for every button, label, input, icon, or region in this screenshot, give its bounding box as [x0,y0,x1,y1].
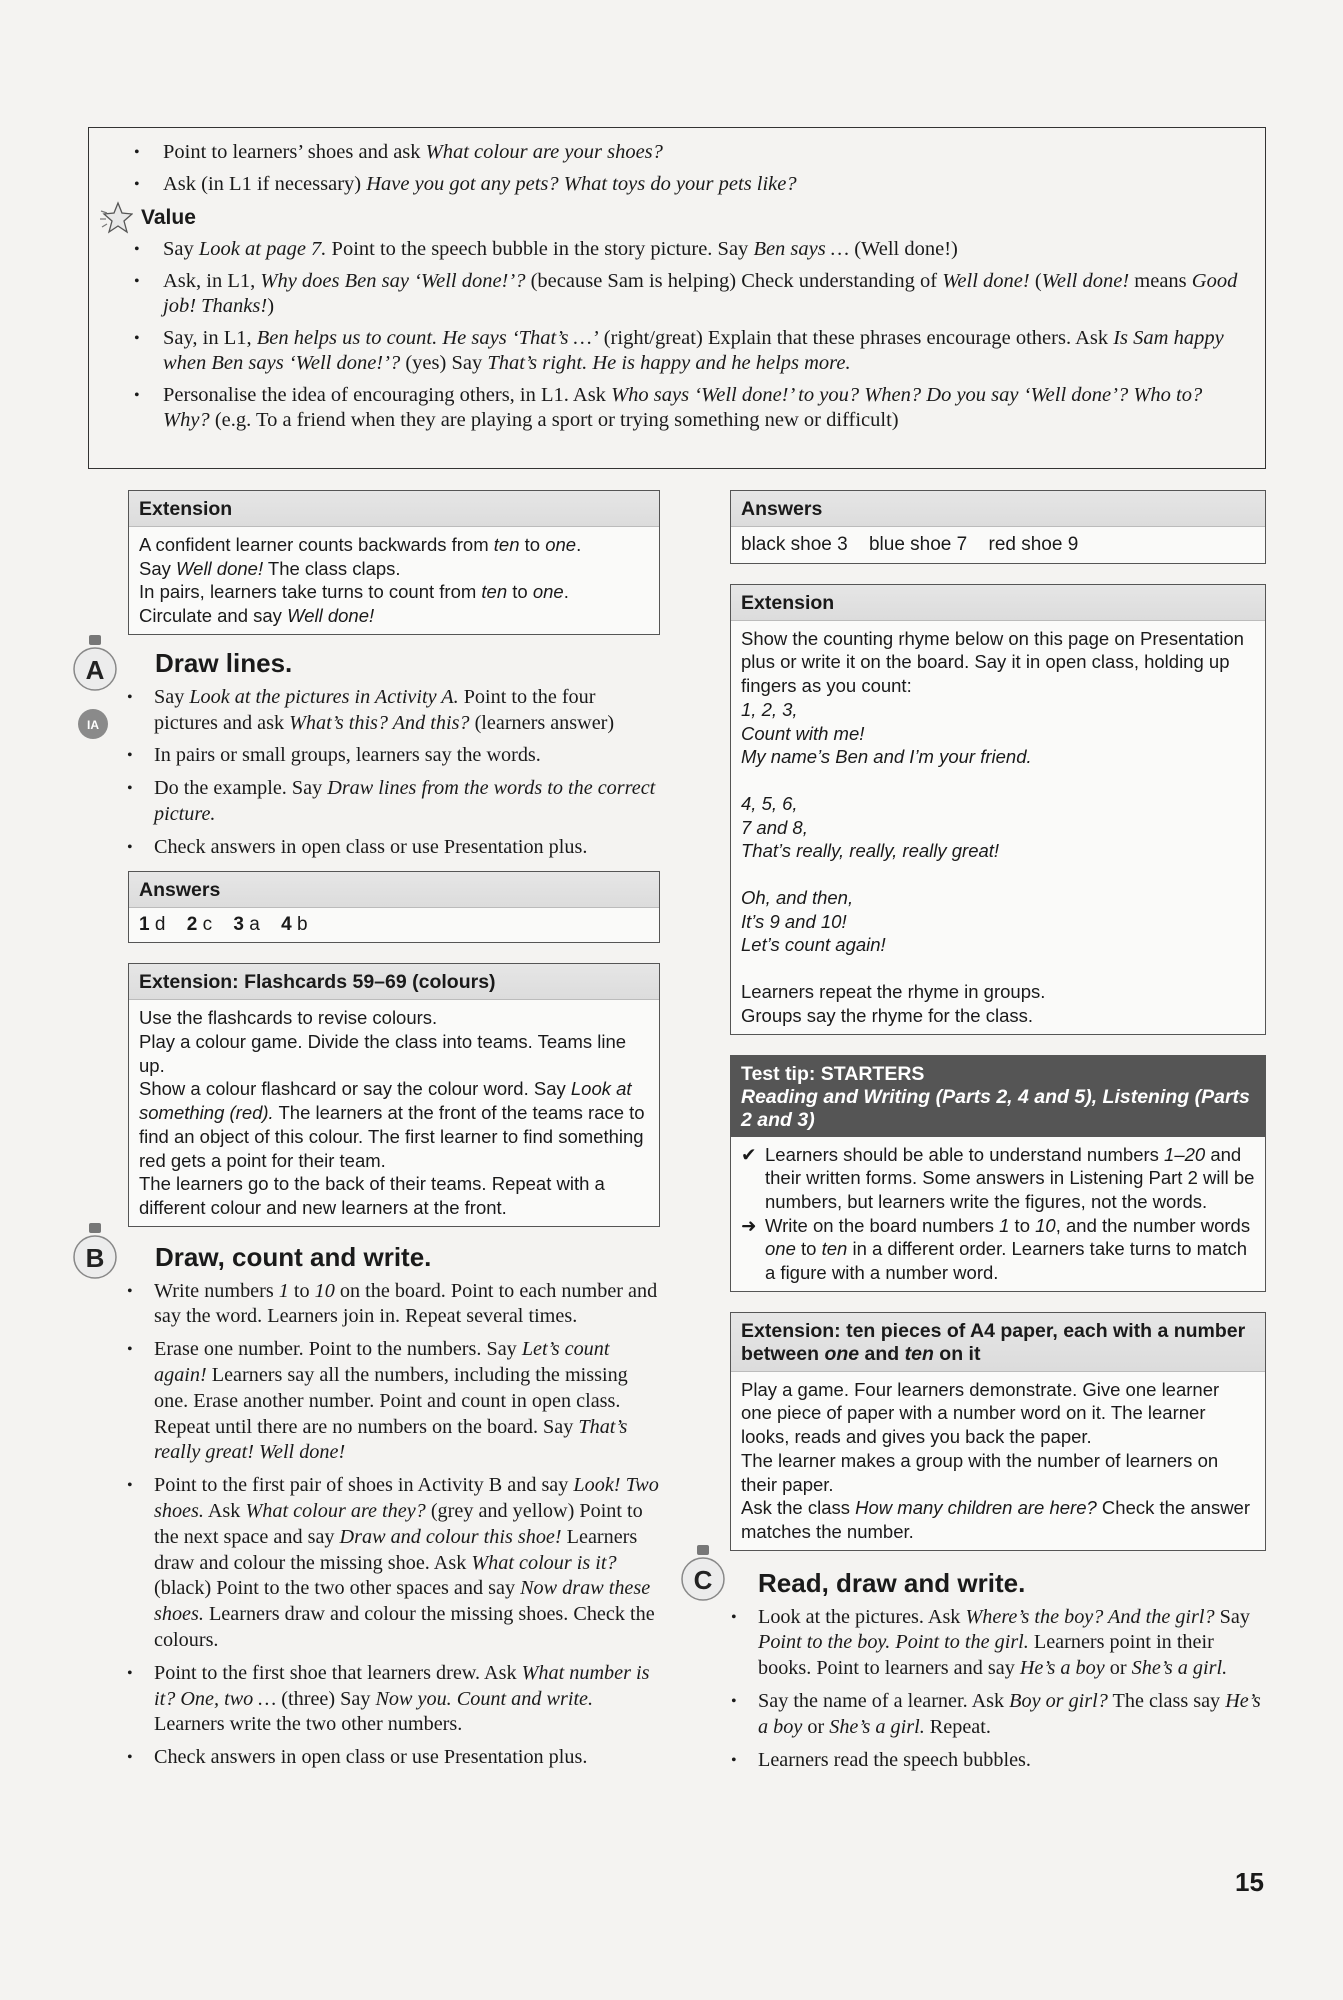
answers-box-a [128,871,660,944]
list-item: • Ask, in L1, Why does Ben say ‘Well done!’? (because Sam is helping) Check understanding of Well done! (Well done! means Good job! Thanks!) [89,269,1247,320]
answers-row [731,527,1265,563]
test-tip-header [731,1056,1265,1137]
activity-a-list [120,685,660,861]
list-item: • Say, in L1, Ben helps us to count. He says ‘That’s …’ (right/great) Explain that these phrases encourage others. Ask Is Sam happy when Ben says ‘Well done!’? (yes) Say That’s right. He is happy and he helps more. [89,326,1247,377]
activity-a [85,647,660,861]
box-line: A confident learner counts backwards from ten to one. [139,534,582,555]
box-title: Answers [731,491,1265,527]
box-line: Ask the class How many children are here? Check the answer matches the number. [741,1497,1251,1542]
box-line: Learners repeat the rhyme in groups. [741,981,1046,1003]
answer-item: 1 d [139,913,166,935]
list-item: • Check answers in open class or use Presentation plus. [120,1745,660,1771]
value-label: Value [141,206,196,229]
box-subtitle: Reading and Writing (Parts 2, 4 and 5), Listening (Parts 2 and 3) [741,1085,1250,1131]
lightbulb-icon [72,1221,118,1291]
ia-badge-label: IA [87,717,99,732]
rhyme-line: 4, 5, 6, [741,792,798,814]
answer-item: red shoe 9 [988,534,1079,555]
left-column [85,490,660,1778]
list-item: • Look at the pictures. Ask Where’s the boy? And the girl? Say Point to the boy. Point to the girl. Learners point in their books. Point to learners and say He’s a boy or She’s a girl. [724,1605,1266,1682]
ia-badge-icon [76,707,110,741]
answer-item: 4 b [281,913,308,935]
activity-c [693,1564,1266,1774]
list-item: • Erase one number. Point to the numbers. Say Let’s count again! Learners say all the numbers, including the missing one. Erase another number. Point and count in open class. Repeat until there are no numbers on the board. Say That’s really great! Well done! [120,1337,660,1466]
list-item: • Check answers in open class or use Presentation plus. [120,835,660,861]
rhyme-verse [741,792,1255,863]
tip-line: ➜ Write on the board numbers 1 to 10, and the number words one to ten in a different order. Learners take turns to match a figure with a number word. [741,1214,1251,1284]
activity-title: Read, draw and write. [758,1567,1026,1598]
activity-title: Draw, count and write. [155,1241,432,1272]
box-line: Play a colour game. Divide the class into teams. Teams line up. [139,1031,627,1076]
list-item: • Say the name of a learner. Ask Boy or girl? The class say He’s a boy or She’s a girl. Repeat. [724,1689,1266,1741]
list-item: • Do the example. Say Draw lines from the words to the correct picture. [120,776,660,828]
extension-box-3 [730,1312,1266,1551]
extension-box-1 [128,490,660,635]
right-column [693,490,1266,1780]
arrow-right-icon: ➜ [741,1214,757,1236]
box-title: Extension: Flashcards 59–69 (colours) [129,964,659,1000]
box-line: Groups say the rhyme for the class. [741,1004,1034,1026]
activity-c-list [724,1605,1266,1774]
value-box [88,127,1266,469]
box-line: In pairs, learners take turns to count from ten to one. [139,581,569,603]
answer-item: black shoe 3 [741,534,848,555]
list-item: • In pairs or small groups, learners say the words. [120,743,660,769]
activity-title: Draw lines. [155,647,293,678]
list-item: • Say Look at the pictures in Activity A. Point to the four pictures and ask What’s this? And this? (learners answer) [120,685,660,737]
rhyme-verse [741,698,1255,769]
list-item: • Point to learners’ shoes and ask What colour are your shoes? [89,140,1247,166]
test-tip-box [730,1055,1266,1292]
box-line: Play a game. Four learners demonstrate. Give one learner one piece of paper with a number word on it. The learner looks, reads and gives you back the paper. [741,1378,1220,1448]
answer-item: blue shoe 7 [868,534,968,555]
box-line: Say Well done! The class claps. [139,557,401,579]
answers-box-b [730,490,1266,564]
box-line: Use the flashcards to revise colours. [139,1007,438,1029]
answer-item: 2 c [186,913,213,935]
lightbulb-icon [680,1543,726,1613]
rhyme-line: Oh, and then, [741,887,854,909]
activity-badge: C [693,1564,713,1595]
list-item: • Personalise the idea of encouraging others, in L1. Ask Who says ‘Well done!’ to you? When? Do you say ‘Well done’? Who to? Why? (e.g. To a friend when they are playing a sport or trying something new or difficult) [89,383,1247,434]
box-title: Extension: ten pieces of A4 paper, each with a number between one and ten on it [731,1313,1265,1372]
tip-line: ✔ Learners should be able to understand numbers 1–20 and their written forms. Some answers in Listening Part 2 will be numbers, but learners write the figures, not the words. [741,1143,1255,1212]
box-line: Circulate and say Well done! [139,605,375,627]
rhyme-line: 1, 2, 3, [741,698,798,720]
extension-flashcards-box [128,963,660,1226]
box-title: Extension [129,491,659,527]
list-item: • Point to the first shoe that learners drew. Ask What number is it? One, two … (three) Say Now you. Count and write. Learners write the two other numbers. [120,1661,660,1738]
list-item: • Ask (in L1 if necessary) Have you got any pets? What toys do your pets like? [89,172,1247,198]
answer-item: 3 a [233,913,260,935]
rhyme-line: Count with me! [741,722,865,744]
intro-list [89,140,1247,197]
star-icon [99,201,133,235]
value-list [89,237,1247,434]
box-line: The learner makes a group with the number of learners on their paper. [741,1449,1219,1495]
lightbulb-icon [72,633,118,703]
box-title: Test tip: STARTERS [741,1062,925,1085]
rhyme-verse [741,886,1255,957]
page-number: 15 [1235,1867,1264,1897]
list-item: • Write numbers 1 to 10 on the board. Point to each number and say the word. Learners join in. Repeat several times. [120,1279,660,1331]
box-title: Answers [129,872,659,908]
rhyme-line: My name’s Ben and I’m your friend. [741,746,1032,768]
box-line: Show the counting rhyme below on this page on Presentation plus or write it on the board. Say it in open class, holding up fingers as you count: [741,627,1244,697]
list-item: • Say Look at page 7. Point to the speech bubble in the story picture. Say Ben says … (Well done!) [89,237,1247,263]
extension-box-2 [730,584,1266,1035]
box-title: Extension [731,585,1265,621]
value-heading [89,203,1247,231]
answers-row [129,908,659,943]
activity-badge: B [85,1242,105,1273]
rhyme-line: 7 and 8, [741,816,808,838]
box-line: The learners go to the back of their teams. Repeat with a different colour and new learners at the front. [139,1173,605,1218]
rhyme-line: It’s 9 and 10! [741,910,847,932]
activity-b-list [120,1279,660,1771]
rhyme-line: That’s really, really, really great! [741,840,1000,862]
rhyme-line: Let’s count again! [741,934,886,956]
box-line: Show a colour flashcard or say the colour word. Say Look at something (red). The learners at the front of the teams race to find an object of this colour. The first learner to find something red gets a point for their team. [139,1078,645,1171]
list-item: • Learners read the speech bubbles. [724,1748,1266,1774]
tick-icon: ✔ [741,1143,757,1165]
activity-b [85,1241,660,1771]
list-item: • Point to the first pair of shoes in Activity B and say Look! Two shoes. Ask What colour are they? (grey and yellow) Point to the next space and say Draw and colour this shoe! Learners draw and colour the missing shoe. Ask What colour is it? (black) Point to the two other spaces and say Now draw these shoes. Learners draw and colour the missing shoes. Check the colours. [120,1473,660,1654]
activity-badge: A [85,654,105,685]
